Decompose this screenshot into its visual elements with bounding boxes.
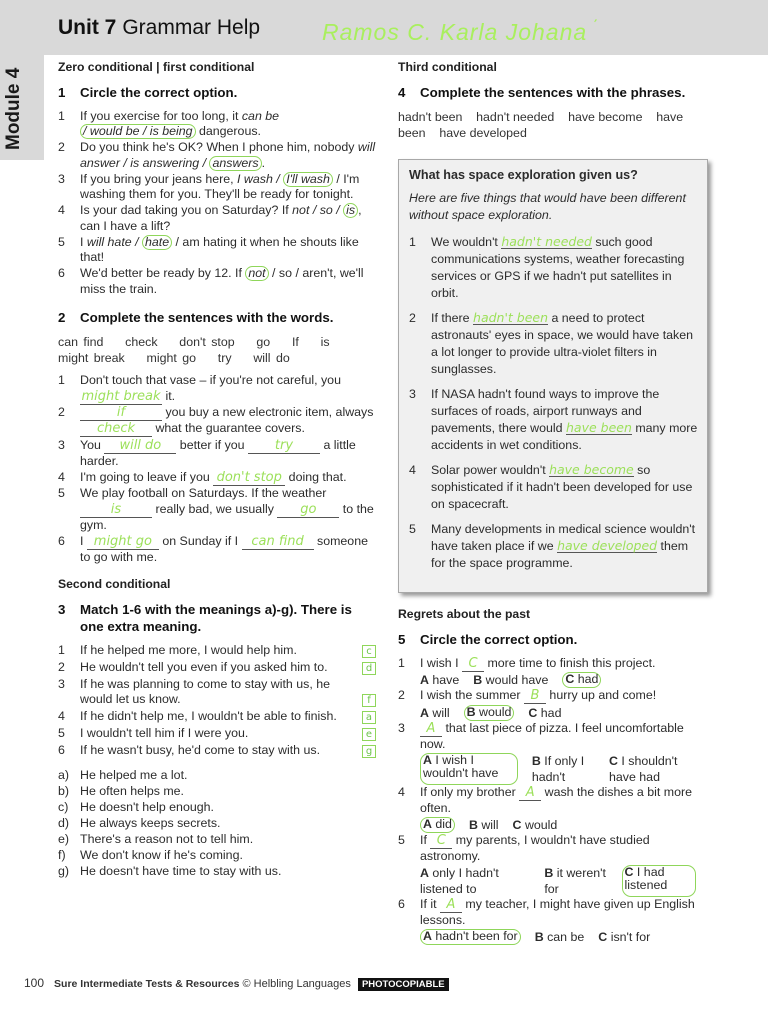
item-number: 5: [58, 726, 65, 740]
footer: [24, 976, 449, 993]
option[interactable]: B would have: [473, 673, 549, 687]
item-text: If he didn't help me, I wouldn't be able to finish.: [80, 709, 337, 723]
list-item: [58, 373, 376, 405]
item-number: 1: [398, 655, 405, 670]
right-column: [398, 60, 710, 945]
item-text: He wouldn't tell you even if you asked him to.: [80, 659, 328, 674]
item-number: 2: [409, 311, 416, 325]
answer-blank[interactable]: A: [519, 786, 541, 801]
meaning-letter: e): [58, 831, 70, 846]
list-item: [58, 677, 376, 708]
exercise-number: 2: [58, 310, 66, 325]
answer-blank[interactable]: hadn't needed: [501, 234, 592, 249]
section-heading: Regrets about the past: [398, 607, 531, 621]
circled-option[interactable]: I'll wash: [283, 172, 333, 187]
option-text: not / so /: [292, 203, 344, 217]
text: doing that.: [285, 469, 347, 484]
option-row: [420, 929, 710, 945]
option[interactable]: C I had listened: [622, 865, 696, 897]
text: I wish I: [420, 655, 462, 670]
item-number: 2: [58, 140, 65, 154]
list-item: [58, 660, 376, 676]
option[interactable]: C I shouldn't have had: [608, 753, 678, 784]
option[interactable]: A hadn't been for: [420, 929, 521, 945]
text: to the gym.: [80, 501, 374, 532]
answer-blank[interactable]: go: [277, 503, 339, 518]
item-number: 3: [58, 171, 65, 186]
list-item: [58, 109, 376, 140]
text: If it: [420, 896, 440, 911]
item-text: [431, 462, 699, 513]
module-label: Module 4: [3, 67, 24, 150]
meaning-item: [58, 815, 376, 831]
item-number: 1: [58, 642, 65, 657]
item-text: [431, 310, 699, 378]
answer-box[interactable]: a: [362, 711, 376, 724]
option-text: can be: [241, 108, 280, 123]
item-text: [80, 109, 376, 140]
list-item: [398, 897, 710, 929]
text: Many developments in medical science wouldn't have taken place if we: [431, 522, 696, 553]
meaning-letter: a): [58, 767, 70, 782]
item-text: [80, 405, 376, 437]
list-item: [398, 688, 710, 704]
section-heading: Second conditional: [58, 577, 171, 591]
option[interactable]: A will: [420, 705, 450, 720]
left-column: [58, 60, 376, 879]
option-row: [420, 865, 710, 897]
text: many more accidents in wet conditions.: [431, 421, 698, 452]
section-heading: Third conditional: [398, 60, 497, 74]
text: a little harder.: [80, 437, 356, 468]
item-number: 1: [409, 235, 416, 249]
answer-box[interactable]: d: [362, 662, 376, 675]
item-number: 3: [58, 676, 65, 691]
text: wash the dishes a bit more often.: [420, 784, 693, 815]
item-number: 3: [58, 437, 65, 452]
text: better if you: [176, 437, 248, 452]
answer-blank[interactable]: have become: [549, 462, 634, 477]
text: more time to finish this project.: [484, 655, 656, 670]
unit-heading: [58, 16, 261, 39]
text: Don't touch that vase – if you're not careful, you: [80, 373, 341, 387]
list-item: [58, 709, 376, 725]
unit-number: Unit 7: [58, 16, 117, 39]
answer-box-wrap: [358, 709, 376, 725]
list-item: [58, 534, 376, 566]
text: / so / aren't, we'll miss the train.: [80, 266, 364, 296]
item-text: I wouldn't tell him if I were you.: [80, 726, 249, 740]
exercise-4-title: [398, 84, 710, 101]
photocopiable-badge: PHOTOCOPIABLE: [358, 978, 449, 991]
text: dangerous.: [195, 124, 261, 138]
circled-option[interactable]: / would be / is being: [80, 124, 196, 139]
answer-blank[interactable]: have been: [566, 420, 632, 435]
text: I: [80, 533, 87, 548]
meaning-letter: g): [58, 863, 70, 878]
list-item: [58, 172, 376, 203]
box-item: [409, 462, 699, 513]
item-number: 6: [58, 266, 65, 280]
list-item: [58, 405, 376, 437]
list-item: [58, 643, 376, 659]
text: , can I have a lift?: [80, 203, 362, 233]
list-item: [58, 743, 376, 759]
text: If NASA hadn't found ways to improve the surfaces of roads, airport runways and pavements, there would: [431, 387, 660, 435]
word-bank: can find check don't stop go If is might break might go try will do: [58, 335, 352, 365]
option[interactable]: A did: [420, 817, 455, 833]
text: If you exercise for too long, it: [80, 108, 242, 123]
item-text: [80, 486, 376, 533]
text: You: [80, 437, 105, 452]
option-text: will answer / is answering /: [80, 140, 376, 170]
meanings-list: [58, 767, 376, 879]
item-text: If he wasn't busy, he'd come to stay with us.: [80, 743, 321, 757]
answer-blank[interactable]: check: [80, 422, 152, 437]
item-number: 6: [58, 743, 65, 757]
option[interactable]: A I wish I wouldn't have: [420, 753, 518, 785]
item-number: 1: [58, 108, 65, 123]
answer-blank[interactable]: A: [420, 722, 442, 737]
exercise-2-list: [58, 373, 376, 565]
answer-box[interactable]: f: [362, 694, 376, 707]
item-text: [80, 534, 376, 566]
item-text: If he helped me more, I would help him.: [80, 642, 297, 657]
page-number: 100: [24, 976, 45, 990]
item-text: If he was planning to come to stay with us, he would let us know.: [80, 676, 331, 706]
exercise-instruction: Circle the correct option.: [420, 631, 578, 647]
text: you buy a new electronic item, always: [162, 405, 374, 419]
option[interactable]: A have: [420, 673, 460, 687]
meaning-text: He doesn't have time to stay with us.: [80, 863, 282, 878]
list-item: [398, 656, 710, 672]
text: my parents, I wouldn't have studied astronomy.: [420, 832, 650, 863]
section-heading: Zero conditional | first conditional: [58, 60, 255, 74]
option-row: [420, 705, 710, 721]
text: hurry up and come!: [545, 688, 657, 702]
answer-blank[interactable]: don't stop: [213, 471, 285, 486]
text: / I'm washing them for you. They'll be ready for tonight.: [80, 171, 360, 201]
item-number: 5: [398, 832, 405, 847]
item-text: [420, 688, 710, 704]
meaning-text: He always keeps secrets.: [80, 815, 221, 830]
option-row: [420, 672, 710, 688]
item-text: [80, 373, 376, 405]
item-text: [80, 235, 376, 266]
list-item: [58, 266, 376, 297]
item-text: [431, 234, 699, 302]
meaning-text: He often helps me.: [80, 783, 185, 798]
answer-blank[interactable]: will do: [104, 439, 176, 454]
item-number: 2: [398, 688, 405, 702]
answer-box[interactable]: e: [362, 728, 376, 741]
item-text: [80, 172, 376, 203]
text: If: [420, 832, 431, 847]
exercise-5-title: [398, 631, 710, 648]
option[interactable]: B will: [468, 817, 499, 832]
publisher: © Helbling Languages: [242, 978, 351, 990]
text: what the guarantee covers.: [152, 421, 305, 435]
text: really bad, we usually: [152, 501, 278, 516]
option[interactable]: C would: [512, 817, 558, 832]
meaning-item: [58, 783, 376, 799]
exercise-3-title: [58, 601, 376, 635]
meaning-letter: c): [58, 799, 69, 814]
box-item: [409, 310, 699, 378]
list-item: [58, 203, 376, 234]
text: a need to protect astronauts' eyes in space, we would have taken a lot longer to provide ultra-violet filters in sunglasses.: [431, 311, 694, 376]
text: someone to go with me.: [80, 533, 368, 564]
answer-blank[interactable]: might break: [81, 388, 161, 404]
item-number: 3: [398, 720, 405, 735]
text: that last piece of pizza. I feel uncomfortable now.: [420, 720, 684, 751]
text: We wouldn't: [431, 235, 502, 249]
item-number: 1: [58, 373, 65, 387]
list-item: [58, 438, 376, 470]
circled-option[interactable]: hate: [142, 235, 172, 250]
answer-box-wrap: [358, 726, 376, 742]
text: such good communications systems, weather forecasting services or GPS if we hadn't put satellites in orbit.: [431, 235, 685, 300]
meaning-letter: f): [58, 847, 66, 862]
text: Is your dad taking you on Saturday? If: [80, 203, 293, 217]
student-name: Ramos C. Karla Johana: [322, 19, 588, 45]
box-intro: Here are five things that would have been different without space exploration.: [409, 191, 686, 222]
option[interactable]: C had: [562, 672, 601, 688]
meaning-item: [58, 847, 376, 863]
item-text: [431, 521, 699, 572]
item-text: [420, 656, 710, 672]
exercise-number: 3: [58, 601, 66, 617]
meaning-item: [58, 831, 376, 847]
item-number: 4: [58, 469, 65, 484]
option[interactable]: B can be: [534, 929, 585, 944]
circled-option[interactable]: is: [343, 203, 358, 218]
list-item: [58, 140, 376, 171]
answer-box-wrap: [358, 692, 376, 708]
answer-blank[interactable]: might go: [87, 535, 159, 550]
option[interactable]: C isn't for: [598, 929, 651, 944]
answer-blank[interactable]: try: [248, 439, 320, 454]
exercise-3-list: [58, 643, 376, 759]
option-row: [420, 753, 710, 785]
item-text: [420, 897, 710, 929]
exercise-number: 1: [58, 84, 66, 100]
option[interactable]: A only I hadn't listened to: [420, 865, 499, 896]
exercise-instruction: Complete the sentences with the words.: [80, 310, 334, 325]
meaning-text: He helped me a lot.: [80, 767, 188, 782]
answer-box-wrap: [358, 660, 376, 676]
book-title: Sure Intermediate Tests & Resources: [54, 978, 240, 990]
meaning-text: There's a reason not to tell him.: [80, 831, 254, 846]
text: them for the space programme.: [431, 539, 689, 570]
box-title: What has space exploration given us?: [409, 167, 638, 182]
handwritten-mark: ': [588, 15, 600, 31]
exercise-2-title: [58, 309, 376, 326]
circled-option[interactable]: answers: [209, 156, 261, 171]
list-item: [58, 486, 376, 533]
item-text: [80, 140, 376, 171]
meaning-letter: b): [58, 783, 70, 798]
text: We'd better be ready by 12. If: [80, 266, 246, 280]
exercise-number: 5: [398, 631, 406, 647]
text: I wish the summer: [420, 688, 524, 702]
text: my teacher, I might have given up English lessons.: [420, 896, 695, 927]
text: so sophisticated if it hadn't been developed for use on spacecraft.: [431, 463, 693, 511]
box-item: [409, 521, 699, 572]
option[interactable]: B would: [464, 705, 515, 721]
meaning-item: [58, 767, 376, 783]
option[interactable]: C had: [528, 705, 562, 720]
item-text: [420, 833, 710, 865]
reading-box: [398, 159, 708, 594]
item-number: 4: [398, 784, 405, 799]
item-number: 6: [58, 533, 65, 548]
exercise-5-list: [398, 656, 710, 945]
option-text: will hate /: [86, 234, 142, 249]
item-number: 3: [409, 387, 416, 401]
answer-blank[interactable]: A: [440, 898, 462, 913]
item-text: [420, 721, 710, 753]
item-text: [80, 438, 376, 470]
item-number: 5: [58, 234, 65, 249]
option-row: [420, 817, 710, 833]
answer-blank[interactable]: B: [524, 689, 546, 704]
option[interactable]: B If only I hadn't: [531, 753, 585, 784]
text: If you bring your jeans here,: [80, 171, 238, 186]
item-number: 4: [58, 203, 65, 217]
item-number: 6: [398, 896, 405, 911]
list-item: [58, 726, 376, 742]
exercise-1-title: [58, 84, 376, 101]
item-number: 4: [409, 463, 416, 477]
text: it.: [162, 388, 176, 403]
meaning-item: [58, 863, 376, 879]
answer-blank[interactable]: can find: [242, 535, 314, 550]
answer-blank[interactable]: is: [80, 503, 152, 518]
box-item: [409, 386, 699, 454]
text: We play football on Saturdays. If the weather: [80, 486, 327, 500]
list-item: [398, 721, 710, 753]
answer-blank[interactable]: hadn't been: [473, 310, 549, 325]
exercise-1-list: [58, 109, 376, 298]
answer-box-wrap: [358, 643, 376, 659]
phrase-bank: hadn't been hadn't needed have become have been have developed: [398, 109, 687, 140]
text: I: [80, 234, 87, 249]
exercise-instruction: Circle the correct option.: [80, 84, 238, 100]
answer-blank[interactable]: C: [430, 834, 452, 849]
box-items: [409, 234, 699, 572]
text: Do you think he's OK? When I phone him, nobody: [80, 140, 358, 154]
meaning-item: [58, 799, 376, 815]
option-text: I wash /: [237, 171, 284, 186]
box-item: [409, 234, 699, 302]
text: Solar power wouldn't: [431, 463, 550, 477]
list-item: [398, 785, 710, 817]
meaning-text: He doesn't help enough.: [80, 799, 214, 814]
text: .: [261, 155, 266, 170]
text: I'm going to leave if you: [80, 469, 214, 484]
text: If there: [431, 311, 474, 325]
exercise-instruction: Match 1-6 with the meanings a)-g). There is one extra meaning.: [80, 601, 352, 634]
answer-box[interactable]: g: [362, 745, 376, 758]
answer-box[interactable]: c: [362, 645, 376, 658]
unit-title: Grammar Help: [122, 16, 261, 39]
text: If only my brother: [420, 784, 520, 799]
item-text: [420, 785, 710, 817]
item-number: 2: [58, 659, 65, 674]
item-number: 5: [58, 486, 65, 500]
list-item: [58, 470, 376, 486]
list-item: [398, 833, 710, 865]
meaning-letter: d): [58, 815, 70, 830]
item-text: [80, 470, 376, 486]
answer-blank[interactable]: C: [462, 657, 484, 672]
text: / am hating it when he shouts like that!: [80, 234, 359, 264]
answer-box-wrap: [358, 743, 376, 759]
item-number: 5: [409, 522, 416, 536]
exercise-number: 4: [398, 84, 406, 100]
option[interactable]: B it weren't for: [544, 865, 606, 896]
exercise-instruction: Complete the sentences with the phrases.: [420, 84, 686, 100]
item-text: [80, 266, 376, 297]
list-item: [58, 235, 376, 266]
text: on Sunday if I: [158, 533, 242, 548]
circled-option[interactable]: not: [245, 266, 268, 281]
item-number: 2: [58, 405, 65, 419]
meaning-text: We don't know if he's coming.: [80, 847, 243, 862]
answer-blank[interactable]: if: [80, 406, 162, 421]
item-text: [80, 203, 376, 234]
item-text: [431, 386, 699, 454]
item-number: 4: [58, 709, 65, 723]
answer-blank[interactable]: have developed: [557, 538, 658, 553]
